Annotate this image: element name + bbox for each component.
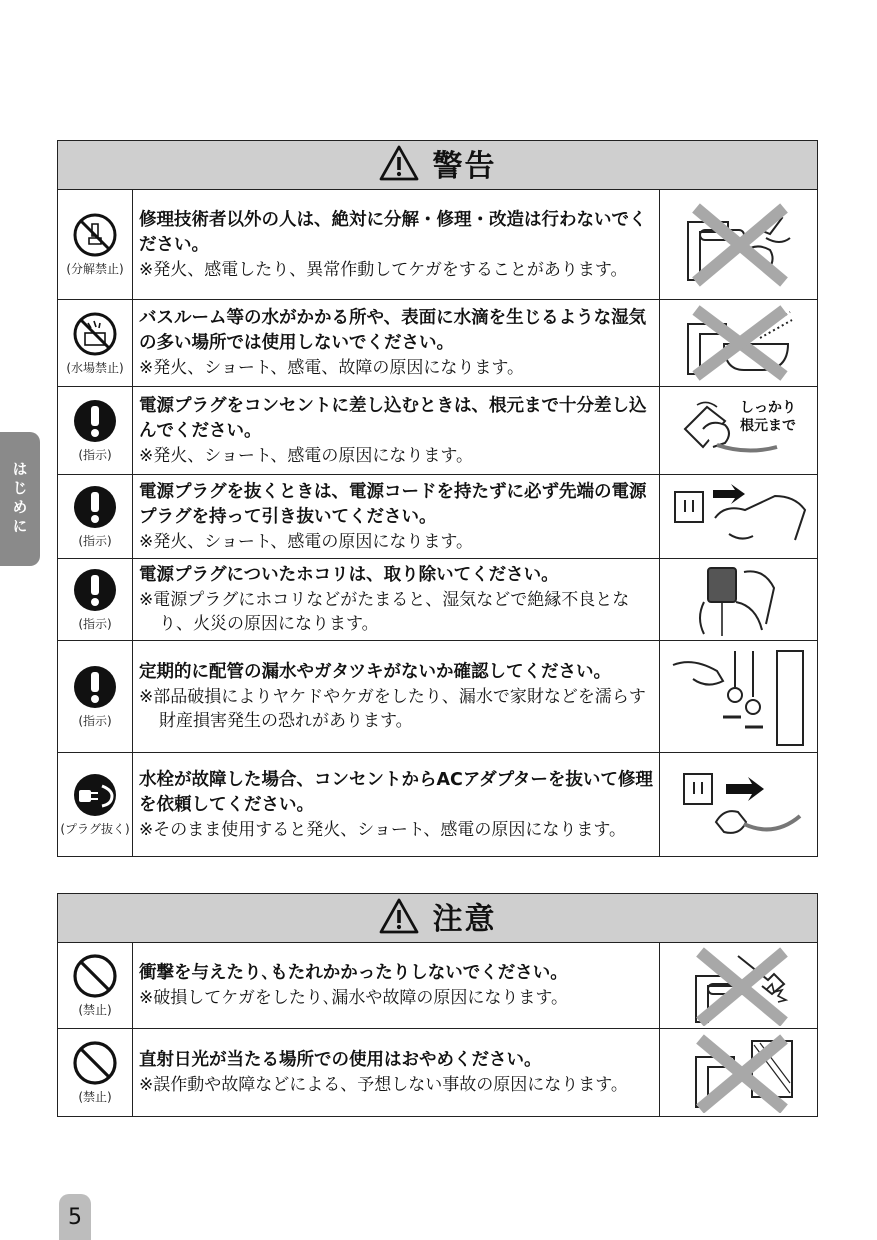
dust-cleaning-illustration bbox=[674, 562, 804, 638]
instruction-icon bbox=[72, 567, 118, 613]
warning-text-cell bbox=[133, 387, 660, 475]
impact-illustration bbox=[674, 946, 804, 1026]
warning-icon-cell bbox=[58, 475, 133, 559]
warning-main-text: 水栓が故障した場合、コンセントからACアダプターを抜いて修理を依頼してください。 bbox=[139, 769, 653, 815]
adapter-unplug-illustration bbox=[674, 762, 804, 848]
warning-icon-cell bbox=[58, 190, 133, 300]
pipe-check-illustration bbox=[669, 647, 809, 747]
caution-text-cell bbox=[133, 943, 660, 1029]
icon-label: (指示) bbox=[78, 714, 112, 728]
caution-icon-cell bbox=[58, 943, 133, 1029]
warning-illustration-cell bbox=[660, 641, 818, 753]
warning-icon-cell bbox=[58, 753, 133, 857]
warning-illustration-cell bbox=[660, 300, 818, 387]
warning-main-text: 電源プラグを抜くときは、電源コードを持たずに必ず先端の電源プラグを持って引き抜いてください。 bbox=[139, 481, 647, 527]
section-tab: はじめに bbox=[0, 432, 40, 566]
warning-main-text: 定期的に配管の漏水やガタツキがないか確認してください。 bbox=[139, 662, 611, 682]
warning-header bbox=[58, 141, 818, 190]
caution-illustration-cell bbox=[660, 943, 818, 1029]
warning-icon-cell bbox=[58, 641, 133, 753]
icon-label: (指示) bbox=[78, 534, 112, 548]
icon-label: (指示) bbox=[78, 617, 112, 631]
warning-main-text: 電源プラグをコンセントに差し込むときは、根元まで十分差し込んでください。 bbox=[139, 395, 647, 441]
caution-text-cell bbox=[133, 1029, 660, 1117]
warning-main-text: 修理技術者以外の人は、絶対に分解・修理・改造は行わないでください。 bbox=[139, 209, 647, 255]
caution-table bbox=[57, 893, 818, 1117]
warning-text-cell bbox=[133, 190, 660, 300]
icon-label: (水場禁止) bbox=[66, 360, 124, 375]
icon-label: (プラグ抜く) bbox=[60, 822, 130, 836]
warning-text-cell bbox=[133, 559, 660, 641]
no-disassembly-icon bbox=[72, 212, 118, 258]
caution-note-text: ※破損してケガをしたり､漏水や故障の原因になります。 bbox=[139, 988, 569, 1008]
warning-illustration-cell bbox=[660, 190, 818, 300]
disassembly-illustration bbox=[674, 200, 804, 290]
caution-header bbox=[58, 894, 818, 943]
caution-icon-cell bbox=[58, 1029, 133, 1117]
caution-title: 注意 bbox=[432, 902, 497, 937]
warning-note-text: ※発火、ショート、感電の原因になります。 bbox=[139, 445, 474, 466]
warning-note-text: ※電源プラグにホコリなどがたまると、湿気などで絶縁不良となり、火災の原因になります。 bbox=[139, 590, 630, 634]
warning-note-text: ※発火、感電したり、異常作動してケガをすることがあります。 bbox=[139, 259, 628, 280]
illustration-caption: しっかり bbox=[740, 400, 796, 416]
icon-label: (禁止) bbox=[78, 1003, 112, 1017]
warning-triangle-icon bbox=[379, 145, 419, 181]
instruction-icon bbox=[72, 484, 118, 530]
warning-text-cell bbox=[133, 753, 660, 857]
plug-pull-illustration bbox=[669, 478, 809, 556]
caution-illustration-cell bbox=[660, 1029, 818, 1117]
caution-main-text: 衝撃を与えたり､もたれかかったりしないでください。 bbox=[139, 963, 568, 983]
warning-text-cell bbox=[133, 300, 660, 387]
warning-note-text: ※発火、ショート、感電の原因になります。 bbox=[139, 531, 474, 552]
instruction-icon bbox=[72, 398, 118, 444]
warning-icon-cell bbox=[58, 300, 133, 387]
warning-note-text: ※発火、ショート、感電、故障の原因になります。 bbox=[139, 358, 525, 378]
icon-label: (禁止) bbox=[78, 1090, 112, 1104]
prohibited-icon bbox=[72, 953, 118, 999]
warning-illustration-cell bbox=[660, 559, 818, 641]
warning-main-text: バスルーム等の水がかかる所や、表面に水滴を生じるような湿気の多い場所では使用しないでください。 bbox=[139, 308, 647, 353]
prohibited-icon bbox=[72, 1040, 118, 1086]
warning-illustration-cell bbox=[660, 475, 818, 559]
icon-label: (指示) bbox=[78, 448, 112, 462]
sunlight-illustration bbox=[674, 1033, 804, 1113]
warning-icon-cell bbox=[58, 559, 133, 641]
illustration-caption: 根元まで bbox=[740, 418, 796, 434]
warning-note-text: ※そのまま使用すると発火、ショート、感電の原因になります。 bbox=[139, 819, 627, 840]
caution-note-text: ※誤作動や故障などによる、予想しない事故の原因になります。 bbox=[139, 1075, 628, 1095]
warning-note-text: ※部品破損によりヤケドやケガをしたり、漏水で家財などを濡らす財産損害発生の恐れがあります。 bbox=[139, 687, 646, 731]
page-number: 5 bbox=[59, 1194, 91, 1240]
warning-illustration-cell bbox=[660, 753, 818, 857]
instruction-icon bbox=[72, 664, 118, 710]
no-water-icon bbox=[72, 311, 118, 357]
warning-triangle-icon bbox=[379, 898, 419, 934]
icon-label: (分解禁止) bbox=[66, 262, 124, 276]
unplug-icon bbox=[72, 772, 118, 818]
bathroom-illustration bbox=[674, 304, 804, 382]
warning-table bbox=[57, 140, 818, 857]
warning-icon-cell bbox=[58, 387, 133, 475]
warning-illustration-cell bbox=[660, 387, 818, 475]
warning-title: 警告 bbox=[432, 149, 497, 184]
warning-text-cell bbox=[133, 475, 660, 559]
warning-main-text: 電源プラグについたホコリは、取り除いてください。 bbox=[139, 565, 559, 585]
caution-main-text: 直射日光が当たる場所での使用はおやめください。 bbox=[139, 1050, 542, 1070]
warning-text-cell bbox=[133, 641, 660, 753]
